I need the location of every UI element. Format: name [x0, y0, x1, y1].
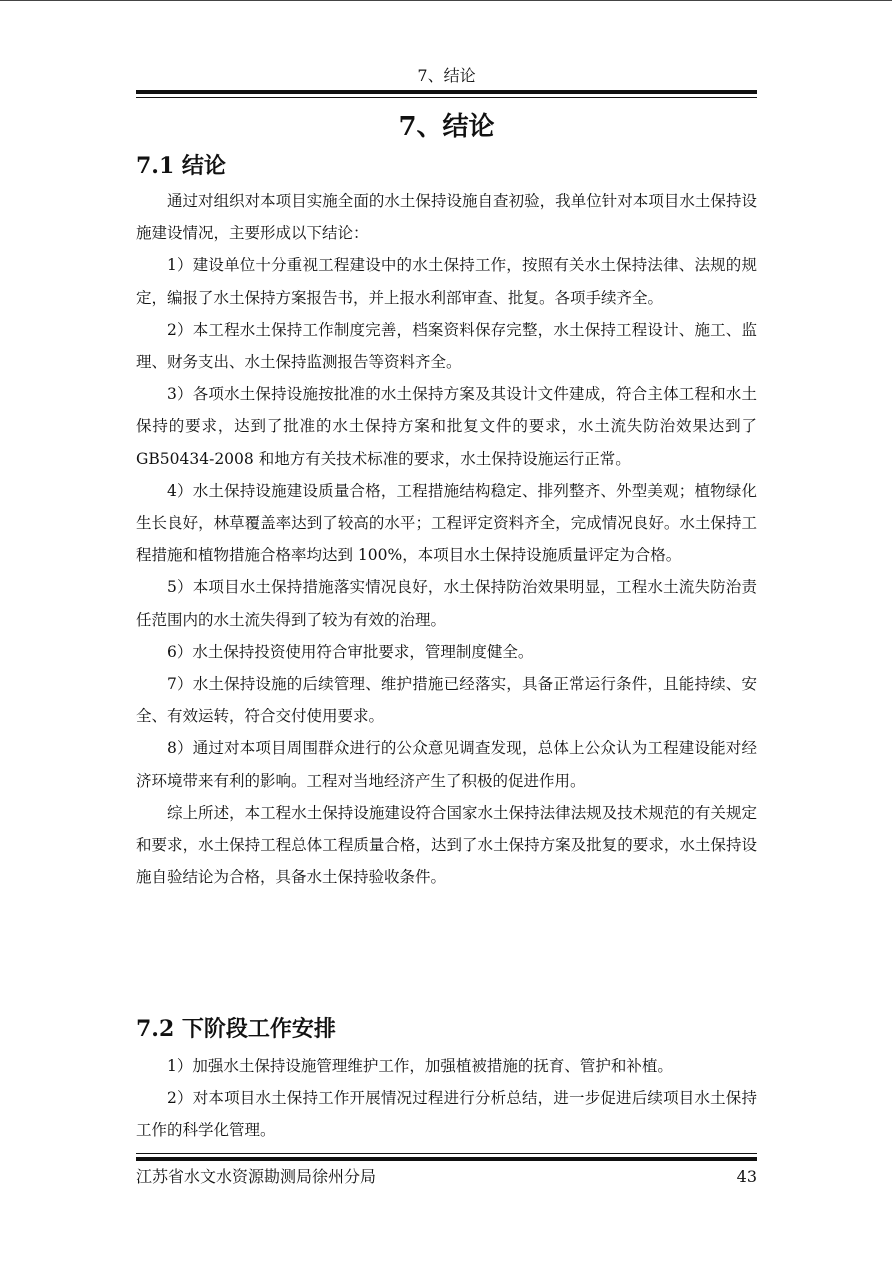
conclusion-item-8: 8）通过对本项目周围群众进行的公众意见调查发现，总体上公众认为工程建设能对经济环境带来有利的影响。工程对当地经济产生了积极的促进作用。: [136, 739, 757, 790]
section-heading-7-2: 7.2 下阶段工作安排: [136, 1016, 336, 1042]
section-7-2-body: [136, 1021, 757, 1147]
conclusion-item-5: 5）本项目水土保持措施落实情况良好，水土保持防治效果明显，工程水土流失防治责任范围内的水土流失得到了较为有效的治理。: [136, 578, 757, 629]
page-title: 7、结论: [398, 112, 495, 142]
running-header: 7、结论: [417, 66, 476, 85]
next-step-item-2: 2）对本项目水土保持工作开展情况过程进行分析总结，进一步促进后续项目水土保持工作的科学化管理。: [136, 1089, 757, 1140]
intro-paragraph: 通过对组织对本项目实施全面的水土保持设施自查初验，我单位针对本项目水土保持设施建设情况，主要形成以下结论：: [136, 192, 757, 243]
footer-rule-thin: [136, 1153, 757, 1154]
footer-organization: 江苏省水文水资源勘测局徐州分局: [136, 1167, 377, 1186]
next-step-item-1: 1）加强水土保持设施管理维护工作，加强植被措施的抚育、管护和补植。: [167, 1057, 673, 1075]
footer-rule: [136, 1157, 757, 1161]
conclusion-item-2: 2）本工程水土保持工作制度完善，档案资料保存完整，水土保持工程设计、施工、监理、财务支出、水土保持监测报告等资料齐全。: [136, 320, 757, 372]
conclusion-item-6: 6）水土保持投资使用符合审批要求，管理制度健全。: [167, 642, 534, 661]
conclusion-item-7: 7）水土保持设施的后续管理、维护措施已经落实，具备正常运行条件，且能持续、安全、有效运转，符合交付使用要求。: [136, 675, 757, 726]
conclusion-item-4: 4）水土保持设施建设质量合格，工程措施结构稳定、排列整齐、外型美观；植物绿化生长良好，林草覆盖率达到了较高的水平；工程评定资料齐全，完成情况良好。水土保持工程措施和植物措施合格率均达到 100%，本项目水土保持设施质量评定为合格。: [136, 481, 757, 565]
summary-paragraph: 综上所述，本工程水土保持设施建设符合国家水土保持法律法规及技术规范的有关规定和要求，水土保持工程总体工程质量合格，达到了水土保持方案及批复的要求，水土保持设施自验结论为合格，具备水土保持验收条件。: [136, 803, 757, 887]
scan-top-border: [0, 0, 892, 1]
page-number: 43: [736, 1167, 757, 1186]
conclusion-item-3: 3）各项水土保持设施按批准的水土保持方案及其设计文件建成，符合主体工程和水土保持的要求，达到了批准的水土保持方案和批复文件的要求，水土流失防治效果达到了 GB50434-2008 和地方有关技术标准的要求，水土保持设施运行正常。: [136, 385, 757, 468]
section-heading-7-1: 7.1 结论: [136, 153, 226, 179]
section-7-1-body: [136, 185, 757, 893]
conclusion-item-1: 1）建设单位十分重视工程建设中的水土保持工作，按照有关水土保持法律、法规的规定，编报了水土保持方案报告书，并上报水利部审查、批复。各项手续齐全。: [136, 256, 757, 307]
header-rule: [136, 90, 757, 94]
header-rule-thin: [136, 97, 757, 98]
